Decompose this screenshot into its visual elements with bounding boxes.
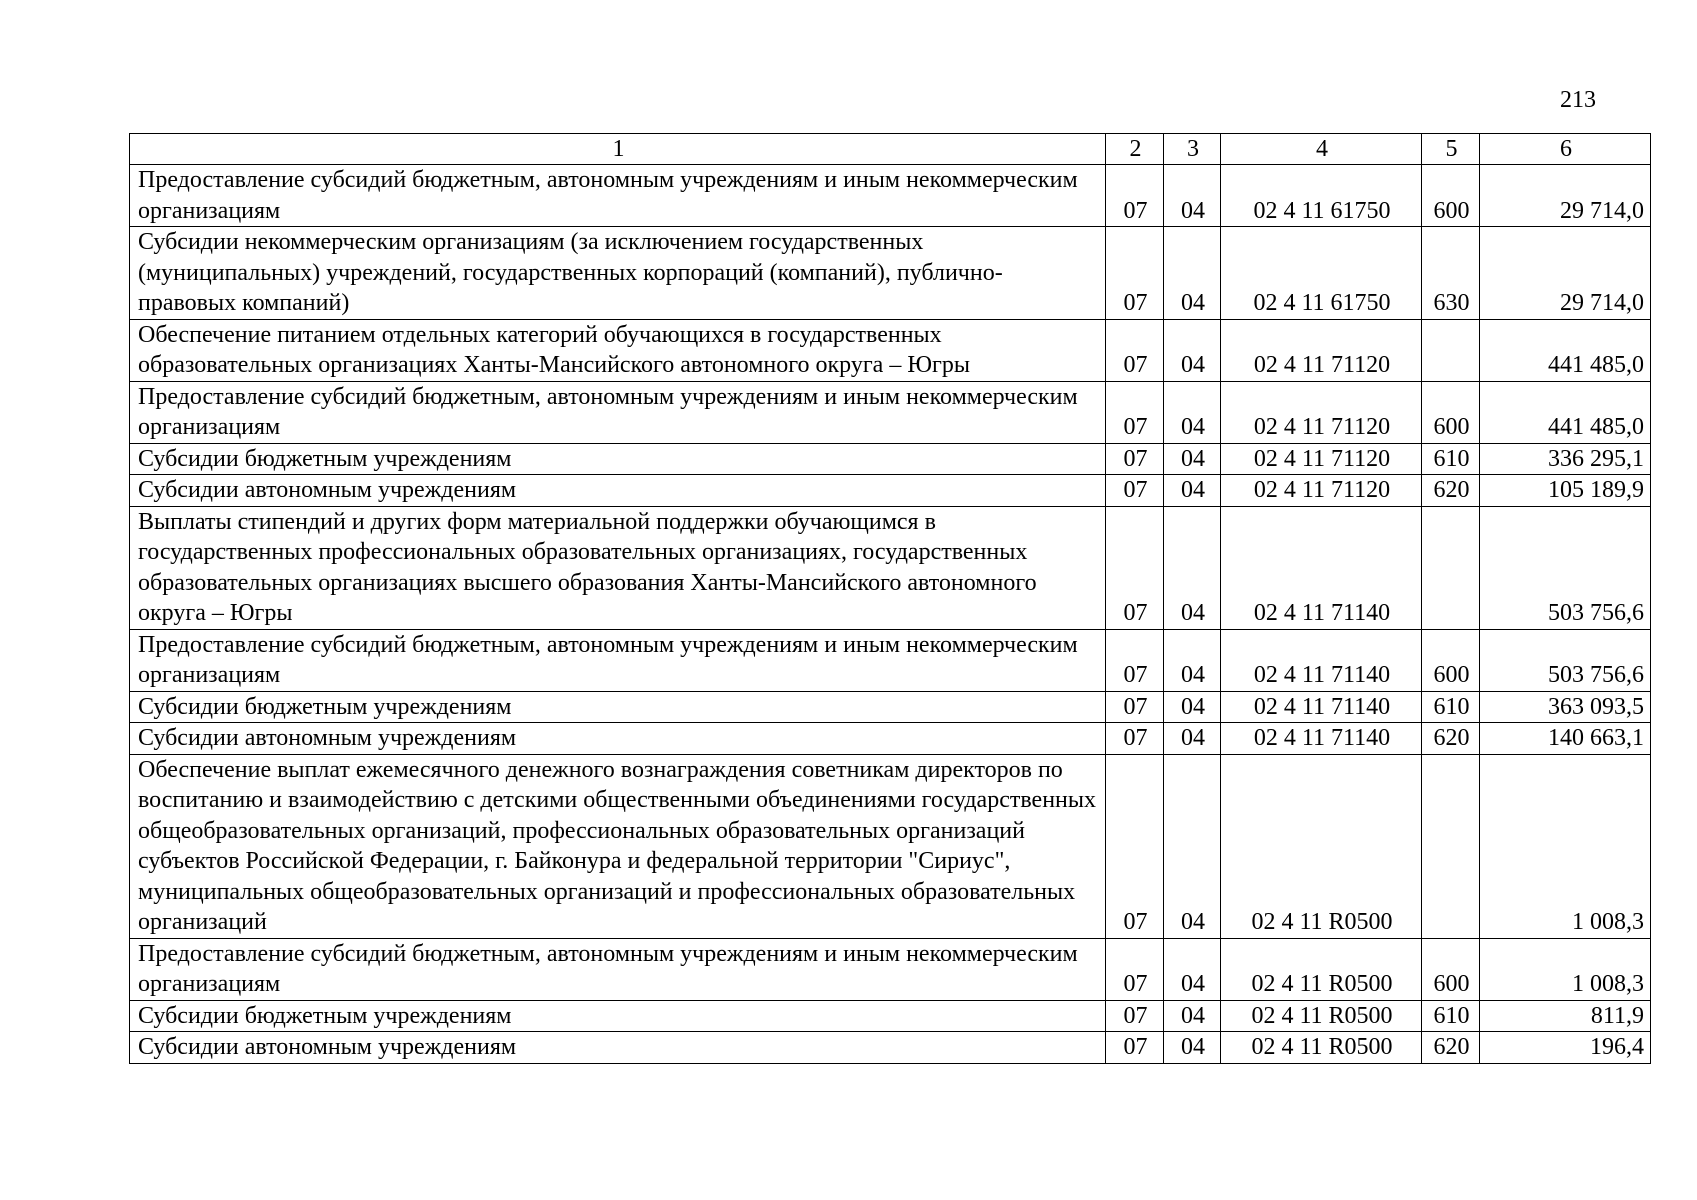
table-header-row: [130, 134, 1651, 165]
row-amount-cell: 196,4: [1480, 1032, 1651, 1064]
row-section-cell: 07: [1106, 319, 1164, 381]
row-expense-type-cell: 620: [1422, 1032, 1480, 1064]
row-amount-cell: 1 008,3: [1480, 754, 1651, 938]
row-amount-cell: 29 714,0: [1480, 165, 1651, 227]
row-expense-type-cell: 610: [1422, 443, 1480, 475]
row-expense-type-cell: 610: [1422, 1000, 1480, 1032]
table-row: [130, 691, 1651, 723]
table-row: [130, 443, 1651, 475]
row-target-article-cell: 02 4 11 71120: [1221, 443, 1422, 475]
row-section-cell: 07: [1106, 754, 1164, 938]
header-cell-section: 2: [1106, 134, 1164, 165]
row-target-article-cell: 02 4 11 R0500: [1221, 1032, 1422, 1064]
row-name-cell: Предоставление субсидий бюджетным, автономным учреждениям и иным некоммерческим организациям: [130, 629, 1106, 691]
row-section-cell: 07: [1106, 629, 1164, 691]
row-section-cell: 07: [1106, 381, 1164, 443]
row-amount-cell: 1 008,3: [1480, 938, 1651, 1000]
row-section-cell: 07: [1106, 475, 1164, 507]
row-subsection-cell: 04: [1164, 629, 1221, 691]
table-row: [130, 938, 1651, 1000]
row-expense-type-cell: 620: [1422, 475, 1480, 507]
row-section-cell: 07: [1106, 1032, 1164, 1064]
row-amount-cell: 29 714,0: [1480, 227, 1651, 320]
table-row: [130, 1000, 1651, 1032]
table-row: [130, 475, 1651, 507]
row-name-cell: Субсидии бюджетным учреждениям: [130, 1000, 1106, 1032]
row-name-cell: Субсидии автономным учреждениям: [130, 475, 1106, 507]
row-target-article-cell: 02 4 11 71140: [1221, 506, 1422, 629]
row-amount-cell: 441 485,0: [1480, 381, 1651, 443]
row-name-cell: Предоставление субсидий бюджетным, автономным учреждениям и иным некоммерческим организациям: [130, 381, 1106, 443]
row-section-cell: 07: [1106, 691, 1164, 723]
budget-table: [129, 133, 1651, 1064]
table-row: [130, 381, 1651, 443]
table-row: [130, 754, 1651, 938]
row-section-cell: 07: [1106, 165, 1164, 227]
row-expense-type-cell: [1422, 754, 1480, 938]
row-section-cell: 07: [1106, 506, 1164, 629]
row-subsection-cell: 04: [1164, 443, 1221, 475]
row-name-cell: Обеспечение выплат ежемесячного денежного вознаграждения советникам директоров по воспитанию и взаимодействию с детскими общественными объединениями государственных общеобразовательных организаций, профессиональных образовательных организаций субъектов Российской Федерации, г. Байконура и федеральной территории "Сириус", муниципальных общеобразовательных организаций и профессиональных образовательных организаций: [130, 754, 1106, 938]
row-name-cell: Обеспечение питанием отдельных категорий обучающихся в государственных образовательных организациях Ханты-Мансийского автономного округа – Югры: [130, 319, 1106, 381]
row-target-article-cell: 02 4 11 61750: [1221, 165, 1422, 227]
table-row: [130, 723, 1651, 755]
table-row: [130, 1032, 1651, 1064]
row-name-cell: Субсидии автономным учреждениям: [130, 1032, 1106, 1064]
row-amount-cell: 105 189,9: [1480, 475, 1651, 507]
row-name-cell: Субсидии бюджетным учреждениям: [130, 443, 1106, 475]
row-target-article-cell: 02 4 11 61750: [1221, 227, 1422, 320]
row-target-article-cell: 02 4 11 71140: [1221, 629, 1422, 691]
row-name-cell: Предоставление субсидий бюджетным, автономным учреждениям и иным некоммерческим организациям: [130, 938, 1106, 1000]
row-expense-type-cell: 610: [1422, 691, 1480, 723]
row-target-article-cell: 02 4 11 71140: [1221, 691, 1422, 723]
row-section-cell: 07: [1106, 443, 1164, 475]
row-subsection-cell: 04: [1164, 506, 1221, 629]
header-cell-target-article: 4: [1221, 134, 1422, 165]
row-subsection-cell: 04: [1164, 165, 1221, 227]
row-target-article-cell: 02 4 11 71120: [1221, 319, 1422, 381]
header-cell-amount: 6: [1480, 134, 1651, 165]
row-amount-cell: 140 663,1: [1480, 723, 1651, 755]
row-section-cell: 07: [1106, 723, 1164, 755]
row-target-article-cell: 02 4 11 71140: [1221, 723, 1422, 755]
row-name-cell: Субсидии бюджетным учреждениям: [130, 691, 1106, 723]
header-cell-subsection: 3: [1164, 134, 1221, 165]
table-row: [130, 629, 1651, 691]
row-amount-cell: 336 295,1: [1480, 443, 1651, 475]
row-subsection-cell: 04: [1164, 723, 1221, 755]
row-expense-type-cell: 600: [1422, 629, 1480, 691]
row-subsection-cell: 04: [1164, 381, 1221, 443]
row-subsection-cell: 04: [1164, 227, 1221, 320]
row-amount-cell: 503 756,6: [1480, 629, 1651, 691]
row-subsection-cell: 04: [1164, 754, 1221, 938]
row-expense-type-cell: [1422, 506, 1480, 629]
row-subsection-cell: 04: [1164, 475, 1221, 507]
row-expense-type-cell: 600: [1422, 381, 1480, 443]
page-number: 213: [1560, 87, 1596, 113]
row-target-article-cell: 02 4 11 71120: [1221, 381, 1422, 443]
header-cell-expense-type: 5: [1422, 134, 1480, 165]
row-section-cell: 07: [1106, 938, 1164, 1000]
table-row: [130, 165, 1651, 227]
row-subsection-cell: 04: [1164, 1032, 1221, 1064]
row-subsection-cell: 04: [1164, 691, 1221, 723]
row-subsection-cell: 04: [1164, 319, 1221, 381]
row-expense-type-cell: 620: [1422, 723, 1480, 755]
row-name-cell: Выплаты стипендий и других форм материальной поддержки обучающимся в государственных профессиональных образовательных организациях, государственных образовательных организациях высшего образования Ханты-Мансийского автономного округа – Югры: [130, 506, 1106, 629]
row-name-cell: Субсидии некоммерческим организациям (за исключением государственных (муниципальных) учреждений, государственных корпораций (компаний), публично-правовых компаний): [130, 227, 1106, 320]
row-section-cell: 07: [1106, 227, 1164, 320]
header-cell-name: 1: [130, 134, 1106, 165]
row-expense-type-cell: 600: [1422, 165, 1480, 227]
row-target-article-cell: 02 4 11 R0500: [1221, 754, 1422, 938]
table-row: [130, 506, 1651, 629]
row-amount-cell: 811,9: [1480, 1000, 1651, 1032]
row-expense-type-cell: 600: [1422, 938, 1480, 1000]
row-amount-cell: 363 093,5: [1480, 691, 1651, 723]
table-row: [130, 319, 1651, 381]
row-expense-type-cell: [1422, 319, 1480, 381]
row-target-article-cell: 02 4 11 R0500: [1221, 1000, 1422, 1032]
row-amount-cell: 503 756,6: [1480, 506, 1651, 629]
row-name-cell: Субсидии автономным учреждениям: [130, 723, 1106, 755]
row-subsection-cell: 04: [1164, 938, 1221, 1000]
row-section-cell: 07: [1106, 1000, 1164, 1032]
row-expense-type-cell: 630: [1422, 227, 1480, 320]
table-row: [130, 227, 1651, 320]
row-amount-cell: 441 485,0: [1480, 319, 1651, 381]
row-name-cell: Предоставление субсидий бюджетным, автономным учреждениям и иным некоммерческим организациям: [130, 165, 1106, 227]
row-target-article-cell: 02 4 11 71120: [1221, 475, 1422, 507]
row-subsection-cell: 04: [1164, 1000, 1221, 1032]
row-target-article-cell: 02 4 11 R0500: [1221, 938, 1422, 1000]
